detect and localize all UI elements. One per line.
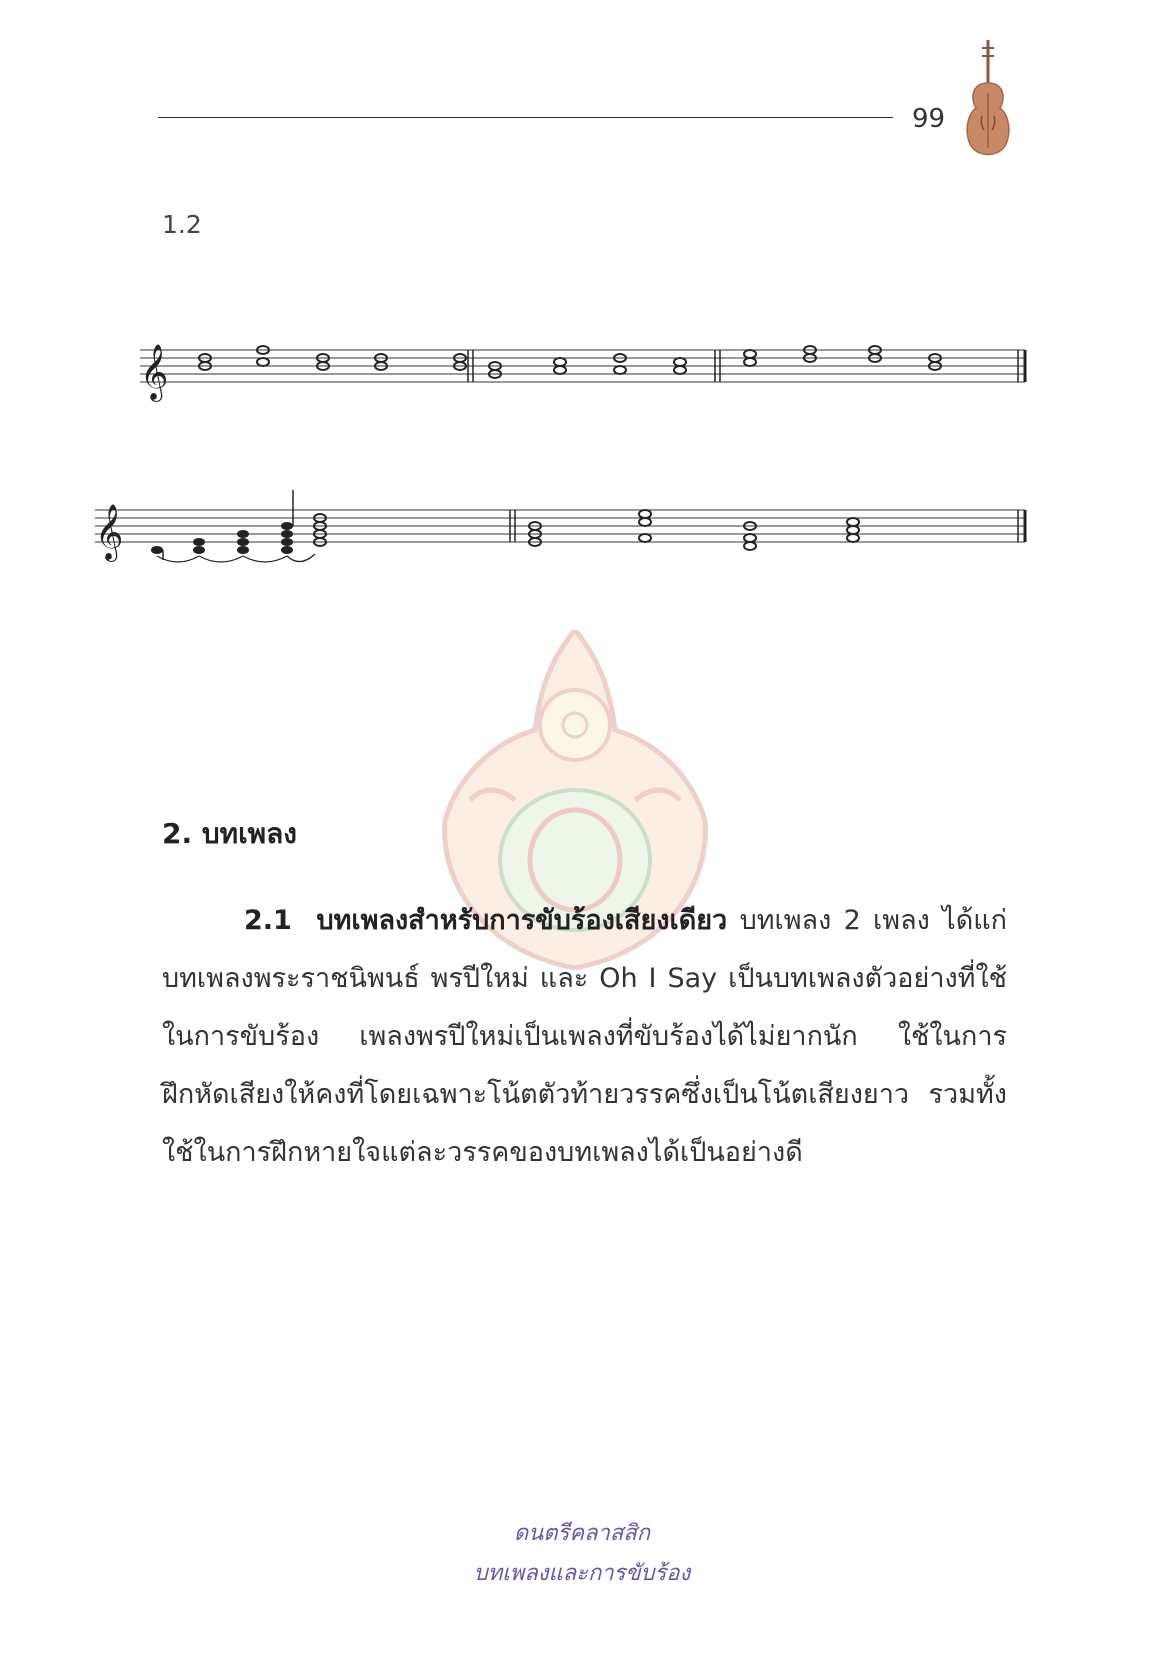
paragraph-body: บทเพลง 2 เพลง ได้แก่ บทเพลงพระราชนิพนธ์ พรปีใหม่ และ Oh I Say เป็นบทเพลงตัวอย่างที่ใช้ในการขับร้อง เพลงพรปีใหม่เป็นเพลงที่ขับร้องได้ไม่ยากนัก ใช้ในการฝึกหัดเสียงให้คงที่โดยเฉพาะโน้ตตัวท้ายวรรคซึ่งเป็นโน้ตเสียงยาว รวมทั้งใช้ในการฝึกหายใจแต่ละวรรคของบทเพลงได้เป็นอย่างดี — [162, 905, 1007, 1168]
svg-text:𝄞: 𝄞 — [140, 344, 169, 400]
music-staff-2 — [95, 490, 1030, 580]
music-staff-1 — [140, 330, 1030, 410]
paragraph-lead-title: บทเพลงสำหรับการขับร้องเสียงเดียว — [316, 905, 728, 936]
section-heading: 2. บทเพลง — [162, 817, 297, 850]
section-label: 1.2 — [162, 210, 202, 239]
paragraph-lead-number: 2.1 — [244, 905, 292, 936]
svg-text:𝄞: 𝄞 — [95, 504, 124, 560]
page-number: 99 — [912, 104, 946, 134]
footer-chapter-title: บทเพลงและการขับร้อง — [473, 1561, 691, 1586]
violin-icon — [958, 38, 1018, 163]
footer-book-title: ดนตรีคลาสสิก — [513, 1521, 651, 1546]
body-paragraph — [162, 892, 1007, 1182]
header-rule — [158, 117, 893, 118]
